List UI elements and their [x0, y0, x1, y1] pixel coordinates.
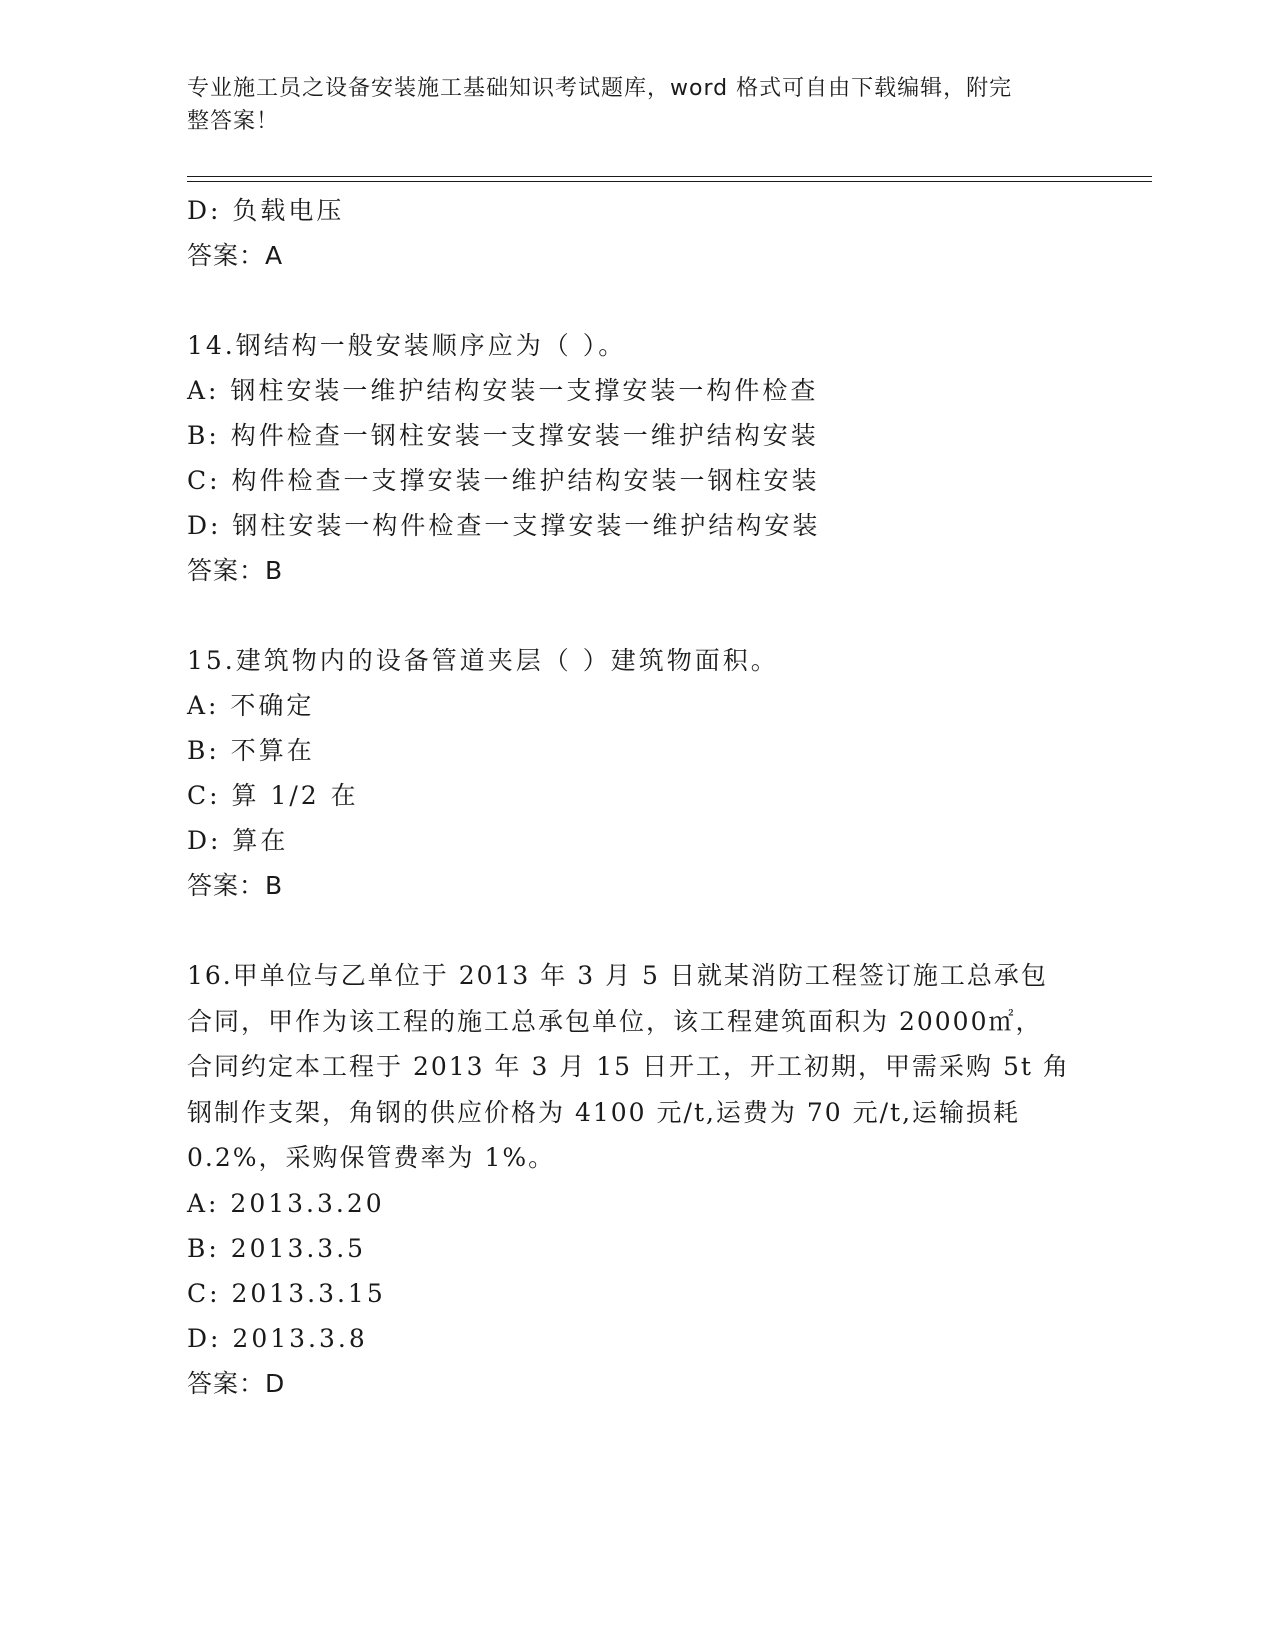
question-15-answer: 答案：B — [187, 871, 284, 900]
question-15-option-d: D: 算在 — [187, 826, 289, 855]
prev-question-answer: 答案：A — [187, 241, 284, 270]
question-16-stem-line: 钢制作支架，角钢的供应价格为 4100 元/t,运费为 70 元/t,运输损耗 — [187, 1097, 1021, 1127]
question-15-option-b: B: 不算在 — [187, 736, 315, 765]
spacer — [187, 278, 1087, 323]
spacer — [187, 593, 1087, 638]
question-list — [187, 188, 1087, 1406]
header-line-1: 专业施工员之设备安装施工基础知识考试题库，word 格式可自由下载编辑，附完 — [187, 76, 1013, 101]
question-16-stem-line: 16.甲单位与乙单位于 2013 年 3 月 5 日就某消防工程签订施工总承包 — [187, 961, 1048, 990]
question-16-stem-line: 合同约定本工程于 2013 年 3 月 15 日开工，开工初期，甲需采购 5t 角 — [187, 1052, 1070, 1081]
question-16-option-b: B: 2013.3.5 — [187, 1233, 367, 1263]
question-14 — [187, 323, 1087, 593]
header-divider-top — [187, 176, 1152, 177]
question-14-stem: 14.钢结构一般安装顺序应为（ ）。 — [187, 331, 627, 360]
header-line-2: 整答案！ — [187, 109, 280, 134]
question-16 — [187, 953, 1087, 1406]
question-16-stem-line: 0.2%，采购保管费率为 1%。 — [187, 1143, 556, 1172]
question-16-stem-line: 合同，甲作为该工程的施工总承包单位，该工程建筑面积为 20000㎡， — [187, 1006, 1043, 1036]
question-14-option-c: C: 构件检查一支撑安装一维护结构安装一钢柱安装 — [187, 466, 820, 495]
question-14-option-d: D: 钢柱安装一构件检查一支撑安装一维护结构安装 — [187, 511, 821, 540]
question-15-option-a: A: 不确定 — [187, 691, 315, 720]
prev-question-option-d: D: 负载电压 — [187, 196, 345, 225]
document-header — [187, 72, 1067, 138]
spacer — [187, 908, 1087, 953]
question-15-stem: 15.建筑物内的设备管道夹层（ ）建筑物面积。 — [187, 646, 779, 675]
question-16-option-a: A: 2013.3.20 — [187, 1188, 385, 1218]
question-16-answer: 答案：D — [187, 1368, 286, 1398]
question-14-answer: 答案：B — [187, 556, 284, 585]
question-15 — [187, 638, 1087, 908]
question-16-stem — [187, 953, 1070, 1181]
question-14-option-a: A: 钢柱安装一维护结构安装一支撑安装一构件检查 — [187, 376, 819, 405]
question-14-option-b: B: 构件检查一钢柱安装一支撑安装一维护结构安装 — [187, 421, 819, 450]
question-15-option-c: C: 算 1/2 在 — [187, 781, 359, 810]
question-16-option-d: D: 2013.3.8 — [187, 1323, 368, 1353]
question-16-option-c: C: 2013.3.15 — [187, 1278, 386, 1308]
header-divider-bottom — [187, 181, 1152, 182]
